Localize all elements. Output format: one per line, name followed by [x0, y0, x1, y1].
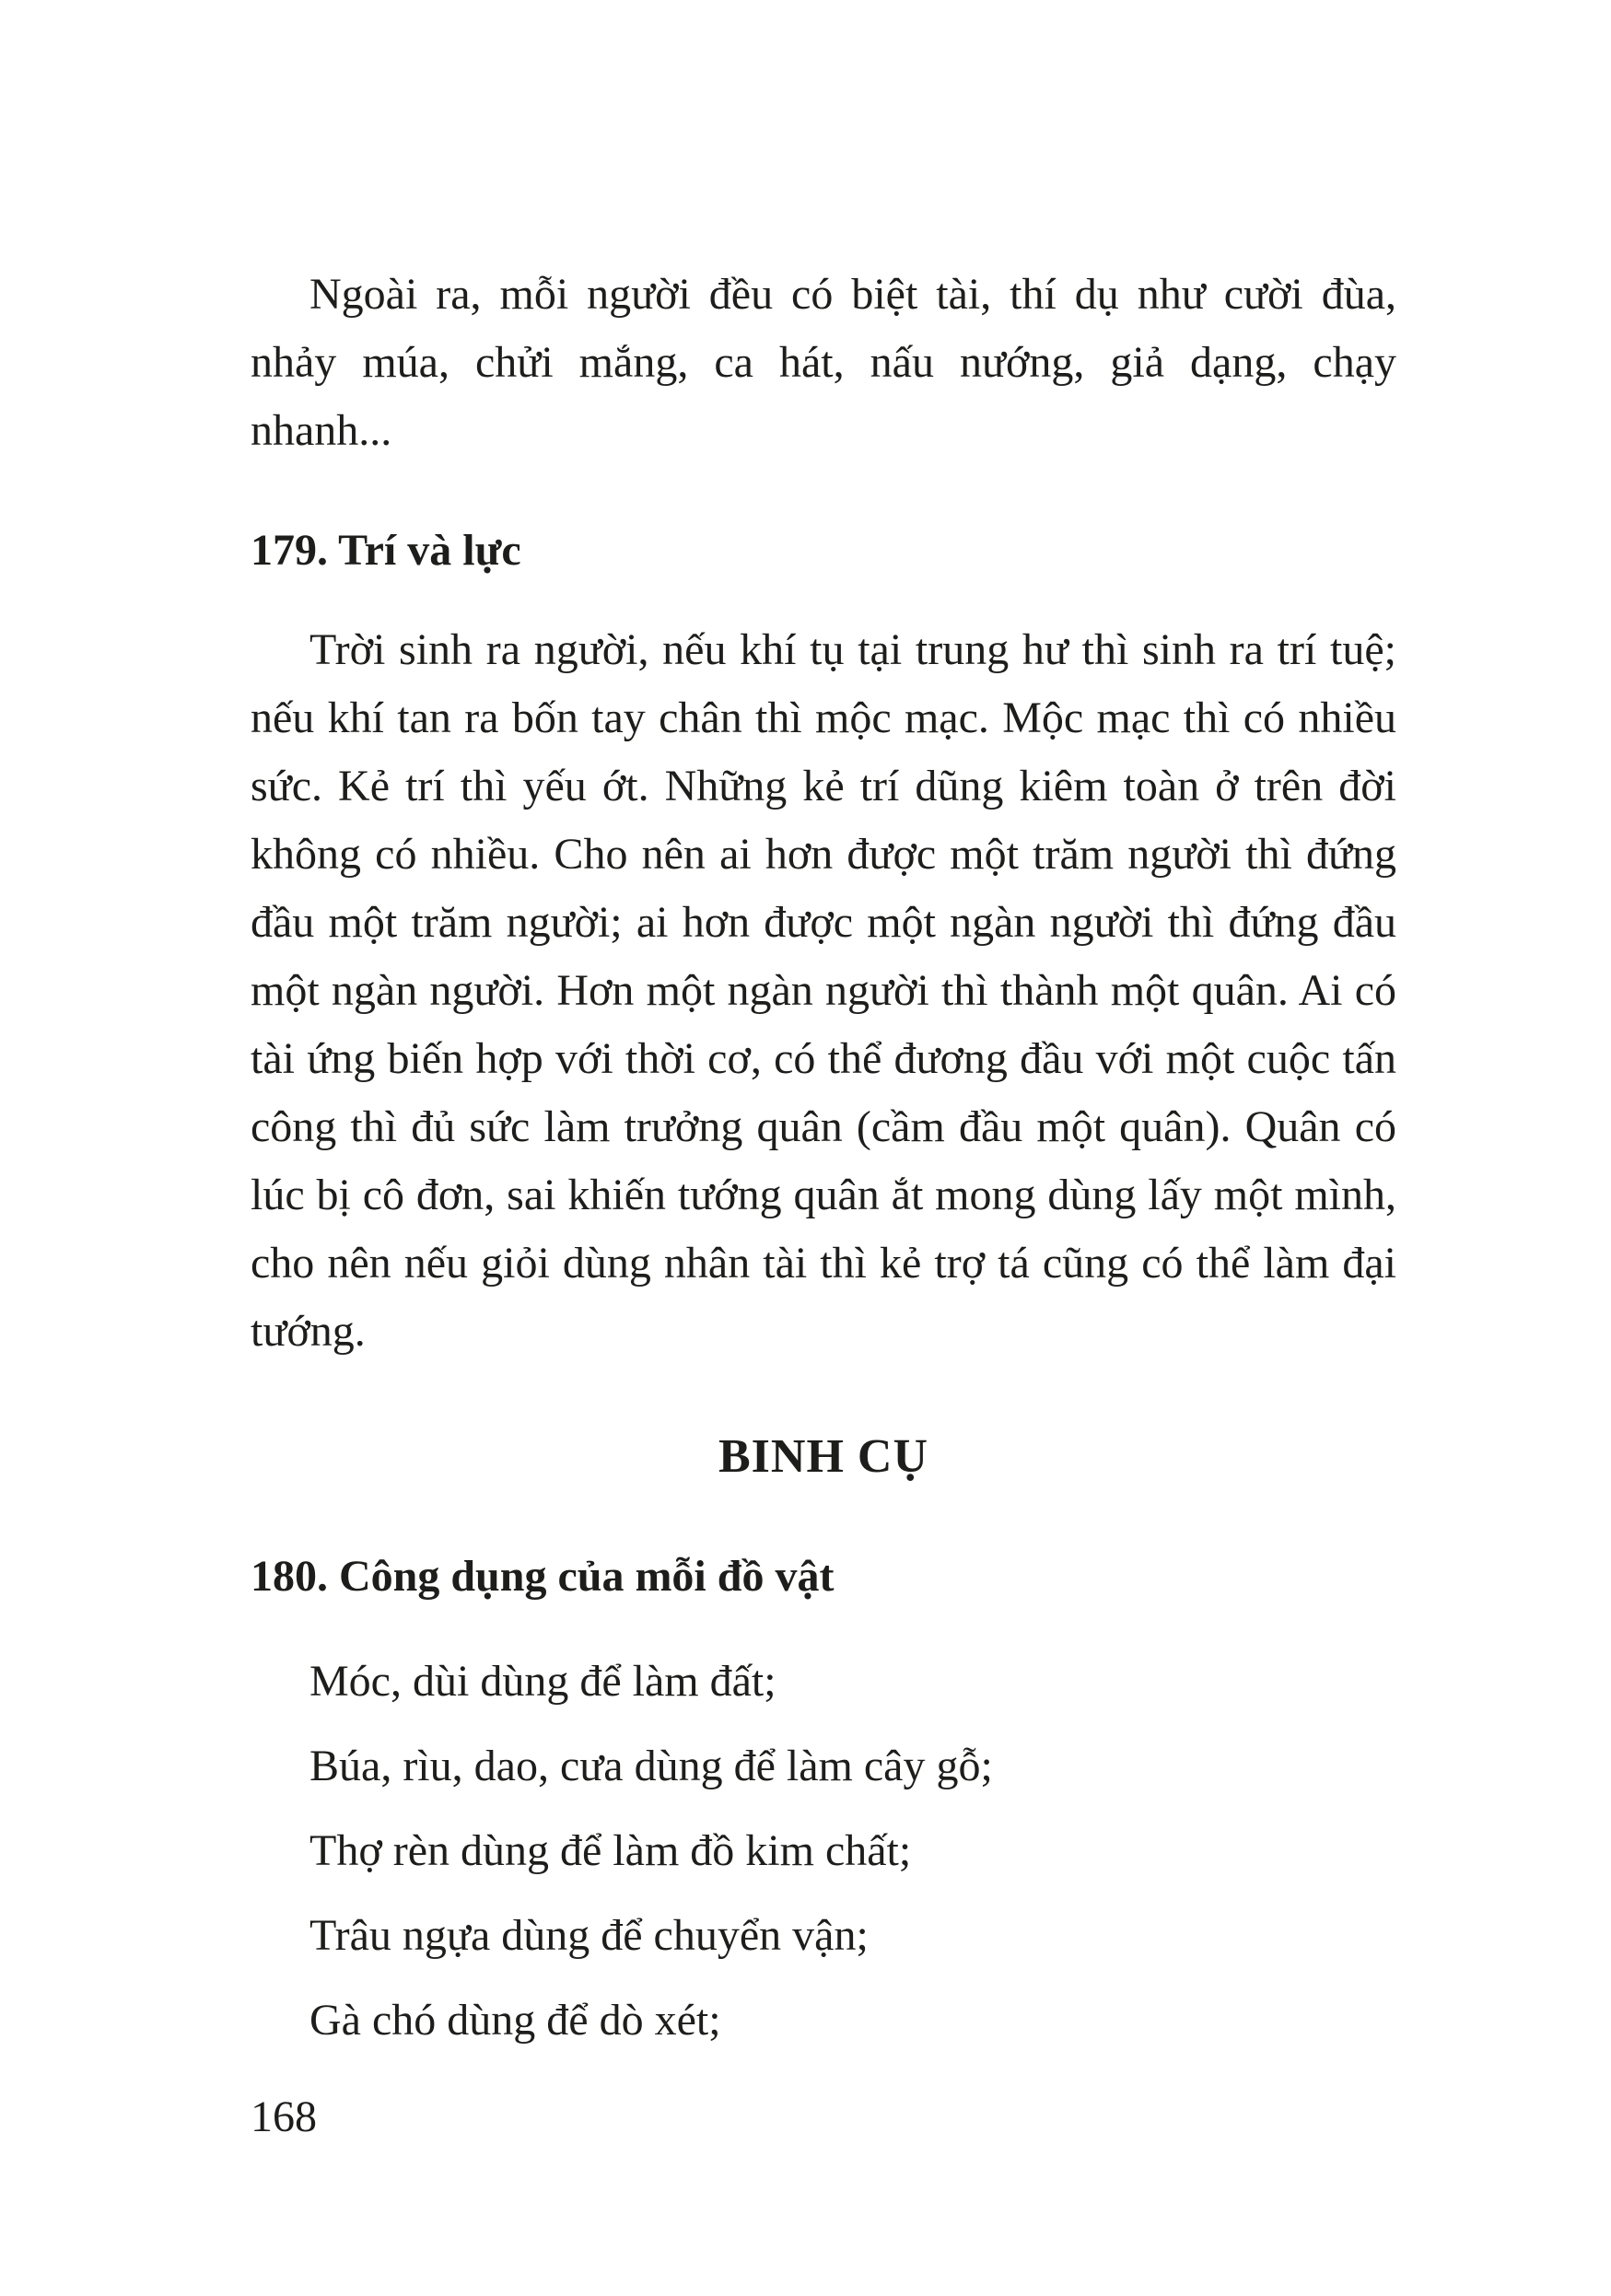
part-title-binh-cu: BINH CỤ [718, 1430, 929, 1483]
section-heading-179: 179. Trí và lực [251, 526, 521, 575]
list-item: Búa, rìu, dao, cưa dùng để làm cây gỗ; [309, 1742, 993, 1790]
paragraph-intro: Ngoài ra, mỗi người đều có biệt tài, thí dụ như cười đùa, nhảy múa, chửi mắng, ca hát, nấu nướng, giả dạng, chạy nhanh... [251, 270, 1396, 455]
section-179-body: Trời sinh ra người, nếu khí tụ tại trung hư thì sinh ra trí tuệ; nếu khí tan ra bốn tay chân thì mộc mạc. Mộc mạc thì có nhiều sức. Kẻ trí thì yếu ớt. Những kẻ trí dũng kiêm toàn ở trên đời không có nhiều. Cho nên ai hơn được một trăm người thì đứng đầu một trăm người; ai hơn được một ngàn người thì đứng đầu một ngàn người. Hơn một ngàn người thì thành một quân. Ai có tài ứng biến hợp với thời cơ, có thể đương đầu với một cuộc tấn công thì đủ sức làm trưởng quân (cầm đầu một quân). Quân có lúc bị cô đơn, sai khiến tướng quân ắt mong dùng lấy một mình, cho nên nếu giỏi dùng nhân tài thì kẻ trợ tá cũng có thể làm đại tướng. [251, 625, 1396, 1356]
list-item: Thợ rèn dùng để làm đồ kim chất; [309, 1826, 912, 1875]
section-heading-180: 180. Công dụng của mỗi đồ vật [251, 1552, 835, 1601]
list-item: Trâu ngựa dùng để chuyển vận; [309, 1911, 869, 1960]
text-block [251, 0, 1396, 2071]
tool-usage-list [251, 1648, 1396, 2055]
list-item: Gà chó dùng để dò xét; [309, 1996, 721, 2045]
list-item: Móc, dùi dùng để làm đất; [309, 1657, 776, 1706]
page-number: 168 [251, 2092, 317, 2141]
